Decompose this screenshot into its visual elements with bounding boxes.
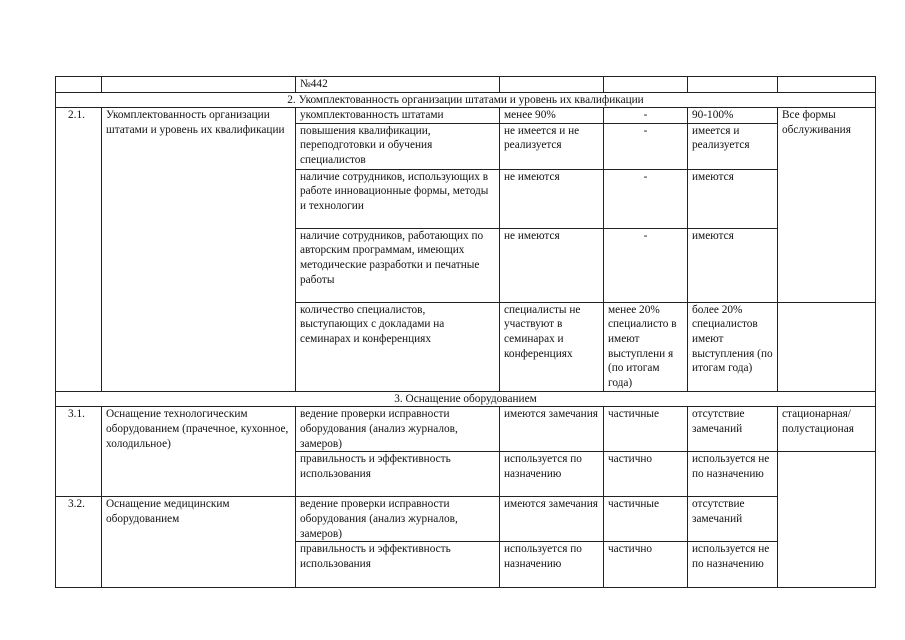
high-score-cell: более 20% специалистов имеют выступления (по итогам года) <box>688 302 778 391</box>
cell-empty <box>778 77 876 93</box>
criteria-table <box>55 76 876 588</box>
criterion-cell: ведение проверки исправности оборудования (анализ журналов, замеров) <box>296 407 500 452</box>
criterion-cell: наличие сотрудников, работающих по авторским программам, имеющих методические разработки и печатные работы <box>296 228 500 302</box>
mid-score-cell: частично <box>604 452 688 497</box>
low-score-cell: имеются замечания <box>500 407 604 452</box>
item-name: Укомплектованность организации штатами и уровень их квалификации <box>102 108 296 392</box>
section-2-title: 2. Укомплектованность организации штатами и уровень их квалификации <box>56 92 876 108</box>
low-score-cell: не имеется и не реализуется <box>500 123 604 169</box>
cell-empty <box>778 452 876 497</box>
cell-empty <box>778 497 876 542</box>
low-score-cell: менее 90% <box>500 108 604 124</box>
cell-empty <box>102 77 296 93</box>
item-name: Оснащение технологическим оборудованием (прачечное, кухонное, холодильное) <box>102 407 296 497</box>
cell-empty <box>778 542 876 588</box>
cell-empty <box>604 77 688 93</box>
section-3-title: 3. Оснащение оборудованием <box>56 391 876 407</box>
cell-empty <box>778 302 876 391</box>
table-row <box>56 497 876 542</box>
high-score-cell: 90-100% <box>688 108 778 124</box>
criterion-cell: ведение проверки исправности оборудования (анализ журналов, замеров) <box>296 497 500 542</box>
item-number: 2.1. <box>56 108 102 392</box>
cell-empty <box>688 77 778 93</box>
item-number: 3.2. <box>56 497 102 588</box>
cell-empty <box>500 77 604 93</box>
cell-empty <box>56 77 102 93</box>
mid-score-cell: частично <box>604 542 688 588</box>
order-number-cell: №442 <box>296 77 500 93</box>
item-name: Оснащение медицинским оборудованием <box>102 497 296 588</box>
item-number: 3.1. <box>56 407 102 497</box>
criterion-cell: наличие сотрудников, использующих в работе инновационные формы, методы и технологии <box>296 169 500 228</box>
mid-score-cell: - <box>604 108 688 124</box>
low-score-cell: используется по назначению <box>500 542 604 588</box>
mid-score-cell: менее 20% специалисто в имеют выступлени я (по итогам года) <box>604 302 688 391</box>
mid-score-cell: - <box>604 169 688 228</box>
mid-score-cell: частичные <box>604 407 688 452</box>
criterion-cell: правильность и эффективность использования <box>296 452 500 497</box>
section-header-row <box>56 391 876 407</box>
criterion-cell: укомплектованность штатами <box>296 108 500 124</box>
high-score-cell: используется не по назначению <box>688 452 778 497</box>
high-score-cell: имеется и реализуется <box>688 123 778 169</box>
table-row <box>56 108 876 124</box>
low-score-cell: используется по назначению <box>500 452 604 497</box>
mid-score-cell: - <box>604 228 688 302</box>
criterion-cell: повышения квалификации, переподготовки и обучения специалистов <box>296 123 500 169</box>
criterion-cell: количество специалистов, выступающих с докладами на семинарах и конференциях <box>296 302 500 391</box>
mid-score-cell: частичные <box>604 497 688 542</box>
high-score-cell: отсутствие замечаний <box>688 497 778 542</box>
high-score-cell: используется не по назначению <box>688 542 778 588</box>
table-row <box>56 407 876 452</box>
low-score-cell: не имеются <box>500 169 604 228</box>
section-header-row <box>56 92 876 108</box>
service-form-cell: Все формы обслуживания <box>778 108 876 303</box>
criterion-cell: правильность и эффективность использования <box>296 542 500 588</box>
low-score-cell: не имеются <box>500 228 604 302</box>
mid-score-cell: - <box>604 123 688 169</box>
high-score-cell: имеются <box>688 228 778 302</box>
high-score-cell: имеются <box>688 169 778 228</box>
low-score-cell: имеются замечания <box>500 497 604 542</box>
low-score-cell: специалисты не участвуют в семинарах и конференциях <box>500 302 604 391</box>
service-form-cell: стационарная/ полустационая <box>778 407 876 452</box>
table-row <box>56 77 876 93</box>
high-score-cell: отсутствие замечаний <box>688 407 778 452</box>
